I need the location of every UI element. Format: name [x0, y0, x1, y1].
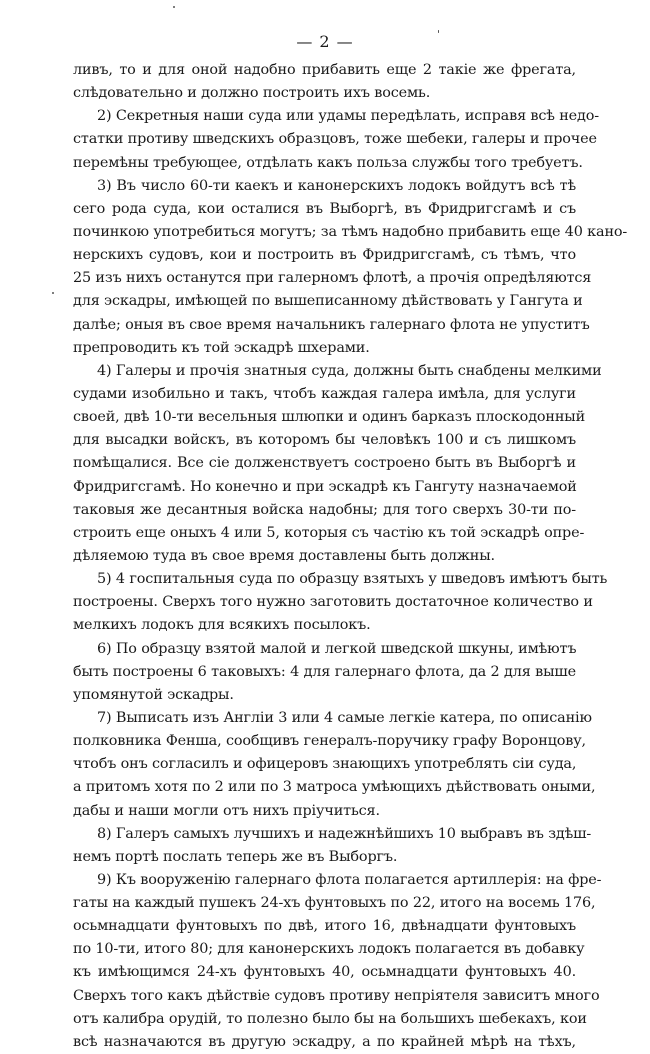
text-line: своей, двѣ 10-ти весельныя шлюпки и одинъ барказъ плоскодонный [73, 409, 586, 426]
scan-speck [438, 30, 439, 33]
text-line: ливъ, то и для оной надобно прибавить еще 2 такiе же фрегата, [73, 62, 576, 78]
text-line: сего рода суда, кои осталися въ Выборгѣ, въ Фридригсгамѣ и съ [73, 200, 576, 217]
body-text [73, 59, 628, 1054]
page-number: — 2 — [296, 32, 354, 51]
text-line: 8) Галеръ самыхъ лучшихъ и надежнѣйшихъ 10 выбравъ въ здѣш- [97, 825, 592, 842]
text-line: статки противу шведскихъ образцовъ, тоже шебеки, галеры и прочее [73, 131, 597, 148]
text-line: немъ портѣ послать теперь же въ Выборгъ. [73, 848, 398, 865]
text-line: Фридригсгамѣ. Но конечно и при эскадрѣ къ Гангуту назначаемой [73, 478, 577, 495]
text-line: далѣе; оныя въ свое время начальникъ галернаго флота не упуститъ [73, 316, 590, 333]
text-line: таковыя же десантныя войска надобны; для того сверхъ 30-ти по- [73, 501, 576, 518]
paragraph [73, 360, 602, 568]
paragraph [73, 568, 608, 637]
text-line: Сверхъ того какъ дѣйствiе судовъ противу непрiятеля зависитъ много [73, 987, 600, 1004]
text-line: помѣщалися. Все сiе долженствуетъ состроено быть въ Выборгѣ и [73, 455, 576, 472]
paragraph [73, 105, 599, 174]
text-line: полковника Фенша, сообщивъ генералъ-поручику графу Воронцову, [73, 733, 586, 750]
text-line: для высадки войскъ, въ которомъ бы человѣкъ 100 и съ лишкомъ [73, 432, 576, 449]
text-line: отъ калибра орудiй, то полезно было бы на большихъ шебекахъ, кои [73, 1010, 587, 1027]
text-line: перемѣны требующее, отдѣлать какъ польза службы того требуетъ. [73, 154, 583, 171]
text-line: 25 изъ нихъ останутся при галерномъ флотѣ, а прочiя опредѣляются [73, 270, 592, 287]
paragraph [73, 707, 596, 823]
text-line: дабы и наши могли отъ нихъ прiучиться. [73, 802, 380, 819]
text-line: гаты на каждый пушекъ 24-хъ фунтовыхъ по 22, итого на восемь 176, [73, 895, 596, 912]
text-line: а притомъ хотя по 2 или по 3 матроса умѣющихъ дѣйствовать оными, [73, 779, 596, 796]
text-line: по 10-ти, итого 80; для канонерскихъ лодокъ полагается въ добавку [73, 941, 585, 958]
text-line: строить еще оныхъ 4 или 5, которыя съ частiю къ той эскадрѣ опре- [73, 524, 585, 541]
paragraph [73, 823, 592, 869]
scan-speck [52, 292, 54, 294]
text-line: 6) По образцу взятой малой и легкой шведской шкуны, имѣютъ [97, 640, 577, 657]
text-line: 2) Секретныя наши суда или удамы передѣлать, исправя всѣ недо- [97, 108, 599, 125]
text-line: нерскихъ судовъ, кои и построить въ Фридригсгамѣ, съ тѣмъ, что [73, 247, 576, 264]
paragraph [73, 638, 576, 707]
paragraph [73, 869, 602, 1054]
text-line: для эскадры, имѣющей по вышеписанному дѣйствовать у Гангута и [73, 293, 583, 310]
text-line: построены. Сверхъ того нужно заготовить достаточное количество и [73, 594, 593, 611]
paragraph [73, 59, 576, 105]
text-line: осьмнадцати фунтовыхъ по двѣ, итого 16, двѣнадцати фунтовыхъ [73, 918, 576, 935]
text-line: 4) Галеры и прочiя знатныя суда, должны быть снабдены мелкими [97, 362, 602, 379]
text-line: упомянутой эскадры. [73, 686, 234, 703]
scan-speck [173, 6, 175, 8]
text-line: всѣ назначаются въ другую эскадру, а по крайней мѣрѣ на тѣхъ, [73, 1033, 576, 1050]
text-line: препроводить къ той эскадрѣ шхерами. [73, 339, 370, 356]
text-line: 5) 4 госпитальныя суда по образцу взятыхъ у шведовъ имѣютъ быть [97, 571, 608, 588]
paragraph [73, 175, 628, 360]
text-line: 7) Выписать изъ Англiи 3 или 4 самые легкiе катера, по описанiю [97, 709, 592, 726]
text-line: быть построены 6 таковыхъ: 4 для галернаго флота, да 2 для выше [73, 663, 576, 680]
text-line: слѣдовательно и должно построить ихъ восемь. [73, 85, 431, 102]
text-line: дѣляемою туда въ свое время доставлены быть должны. [73, 547, 495, 564]
text-line: 9) Къ вооруженiю галернаго флота полагается артиллерiя: на фре- [97, 871, 602, 888]
text-line: мелкихъ лодокъ для всякихъ посылокъ. [73, 617, 371, 634]
text-line: 3) Въ число 60-ти каекъ и канонерскихъ лодокъ войдутъ всѣ тѣ [97, 177, 576, 194]
text-line: судами изобильно и такъ, чтобъ каждая галера имѣла, для услуги [73, 385, 576, 402]
text-line: къ имѣющимся 24-хъ фунтовыхъ 40, осьмнадцати фунтовыхъ 40. [73, 964, 576, 981]
text-line: чтобъ онъ согласилъ и офицеровъ знающихъ употреблять сiи суда, [73, 756, 577, 773]
text-line: починкою употребиться могутъ; за тѣмъ надобно прибавить еще 40 кано- [73, 223, 628, 240]
